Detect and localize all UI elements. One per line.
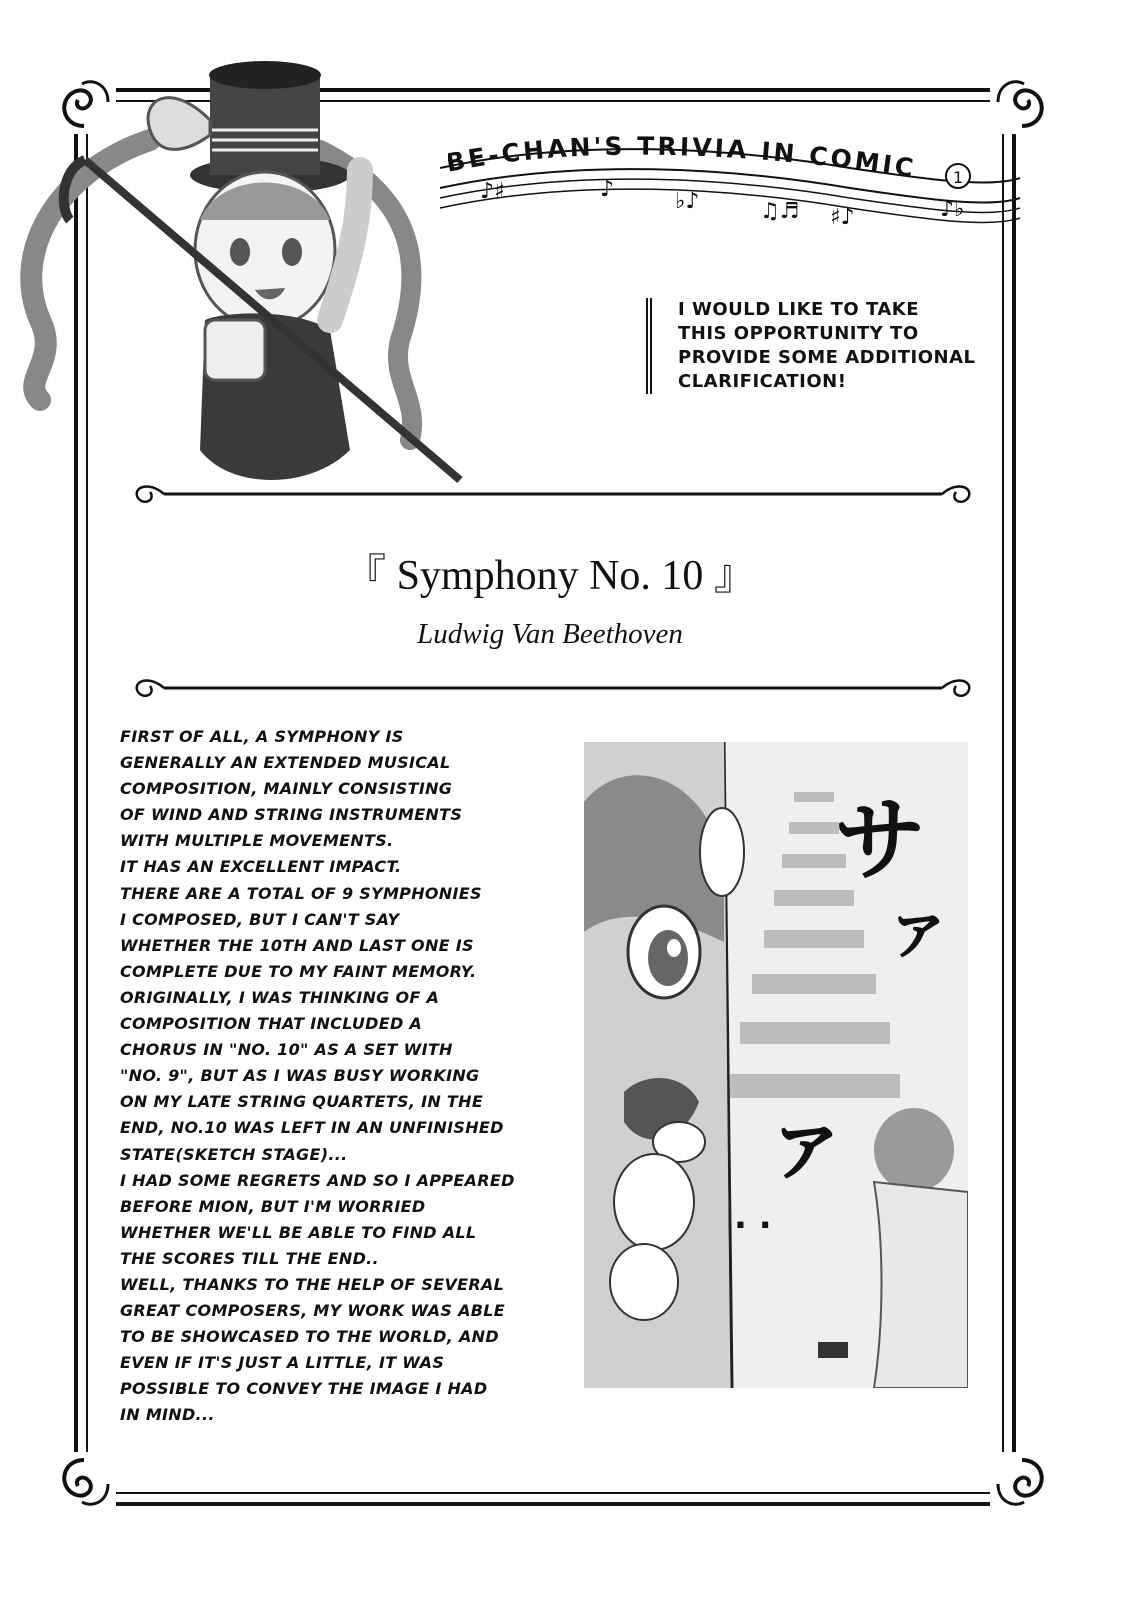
svg-text:BE-CHAN'S TRIVIA IN COMIC [448,132,918,183]
body-line: WITH MULTIPLE MOVEMENTS. [120,831,394,851]
body-line: "NO. 9", BUT AS I WAS BUSY WORKING [120,1066,480,1086]
body-line: COMPOSITION, MAINLY CONSISTING [120,779,453,799]
body-line: COMPOSITION THAT INCLUDED A [120,1014,423,1034]
body-line: CHORUS IN "NO. 10" AS A SET WITH [120,1040,453,1060]
corner-ornament-top-right [990,70,1054,134]
trivia-body [120,724,590,1429]
intro-line: THIS OPPORTUNITY TO [678,323,919,344]
svg-text:♪♯: ♪♯ [480,179,505,204]
svg-text:♪♭: ♪♭ [940,197,965,222]
body-line: IN MIND... [120,1405,215,1425]
sfx-a-2: ァ [764,1094,849,1192]
character-illustration [0,20,470,500]
manga-panel [584,742,968,1388]
body-line: I HAD SOME REGRETS AND SO I APPEARED [120,1170,515,1190]
body-line: ORIGINALLY, I WAS THINKING OF A [120,987,440,1007]
svg-text:♪: ♪ [600,177,615,202]
sfx-sa: サ [834,787,927,894]
banner-title-text: E-CHAN'S TRIVIA IN COMIC [465,132,919,184]
divider-middle [128,668,978,708]
intro-line: PROVIDE SOME ADDITIONAL [678,347,976,368]
body-line: GENERALLY AN EXTENDED MUSICAL [120,753,451,773]
intro-note [646,298,1038,394]
corner-ornament-bottom-left [52,1452,116,1516]
body-line: WHETHER THE 10TH AND LAST ONE IS [120,935,474,955]
body-line: STATE(SKETCH STAGE)... [120,1144,348,1164]
body-line: TO BE SHOWCASED TO THE WORLD, AND [120,1327,499,1347]
body-line: THERE ARE A TOTAL OF 9 SYMPHONIES [120,883,482,903]
corner-ornament-bottom-right [990,1452,1054,1516]
body-line: FIRST OF ALL, A SYMPHONY IS [120,727,404,746]
body-line: IT HAS AN EXCELLENT IMPACT. [120,857,402,877]
svg-text:♯♪: ♯♪ [830,205,855,230]
sfx-dots: . . [734,1197,772,1237]
sfx-a-1: ァ [884,890,953,969]
intro-line: I WOULD LIKE TO TAKE [678,299,919,320]
body-line: END, NO.10 WAS LEFT IN AN UNFINISHED [120,1118,504,1138]
work-title: 『 Symphony No. 10 』 [344,553,756,599]
svg-text:♫♬: ♫♬ [760,199,800,224]
banner-number: 1 [953,168,964,187]
body-line: BEFORE MION, BUT I'M WORRIED [120,1196,426,1216]
body-line: COMPLETE DUE TO MY FAINT MEMORY. [120,961,477,981]
body-line: OF WIND AND STRING INSTRUMENTS [120,805,463,825]
body-line: I COMPOSED, BUT I CAN'T SAY [120,909,400,929]
svg-text:♭♪: ♭♪ [675,189,700,214]
body-line: POSSIBLE TO CONVEY THE IMAGE I HAD [120,1379,488,1399]
divider-top [128,474,978,514]
intro-line: CLARIFICATION! [678,371,847,392]
composer-name: Ludwig Van Beethoven [417,618,683,650]
manga-panel-art [584,742,968,1388]
body-line: EVEN IF IT'S JUST A LITTLE, IT WAS [120,1353,445,1373]
body-line: ON MY LATE STRING QUARTETS, IN THE [120,1092,484,1112]
body-line: WHETHER WE'LL BE ABLE TO FIND ALL [120,1222,477,1242]
banner-title [448,132,978,202]
body-line: GREAT COMPOSERS, MY WORK WAS ABLE [120,1301,506,1321]
body-line: WELL, THANKS TO THE HELP OF SEVERAL [120,1274,505,1294]
body-line: THE SCORES TILL THE END.. [120,1248,379,1268]
